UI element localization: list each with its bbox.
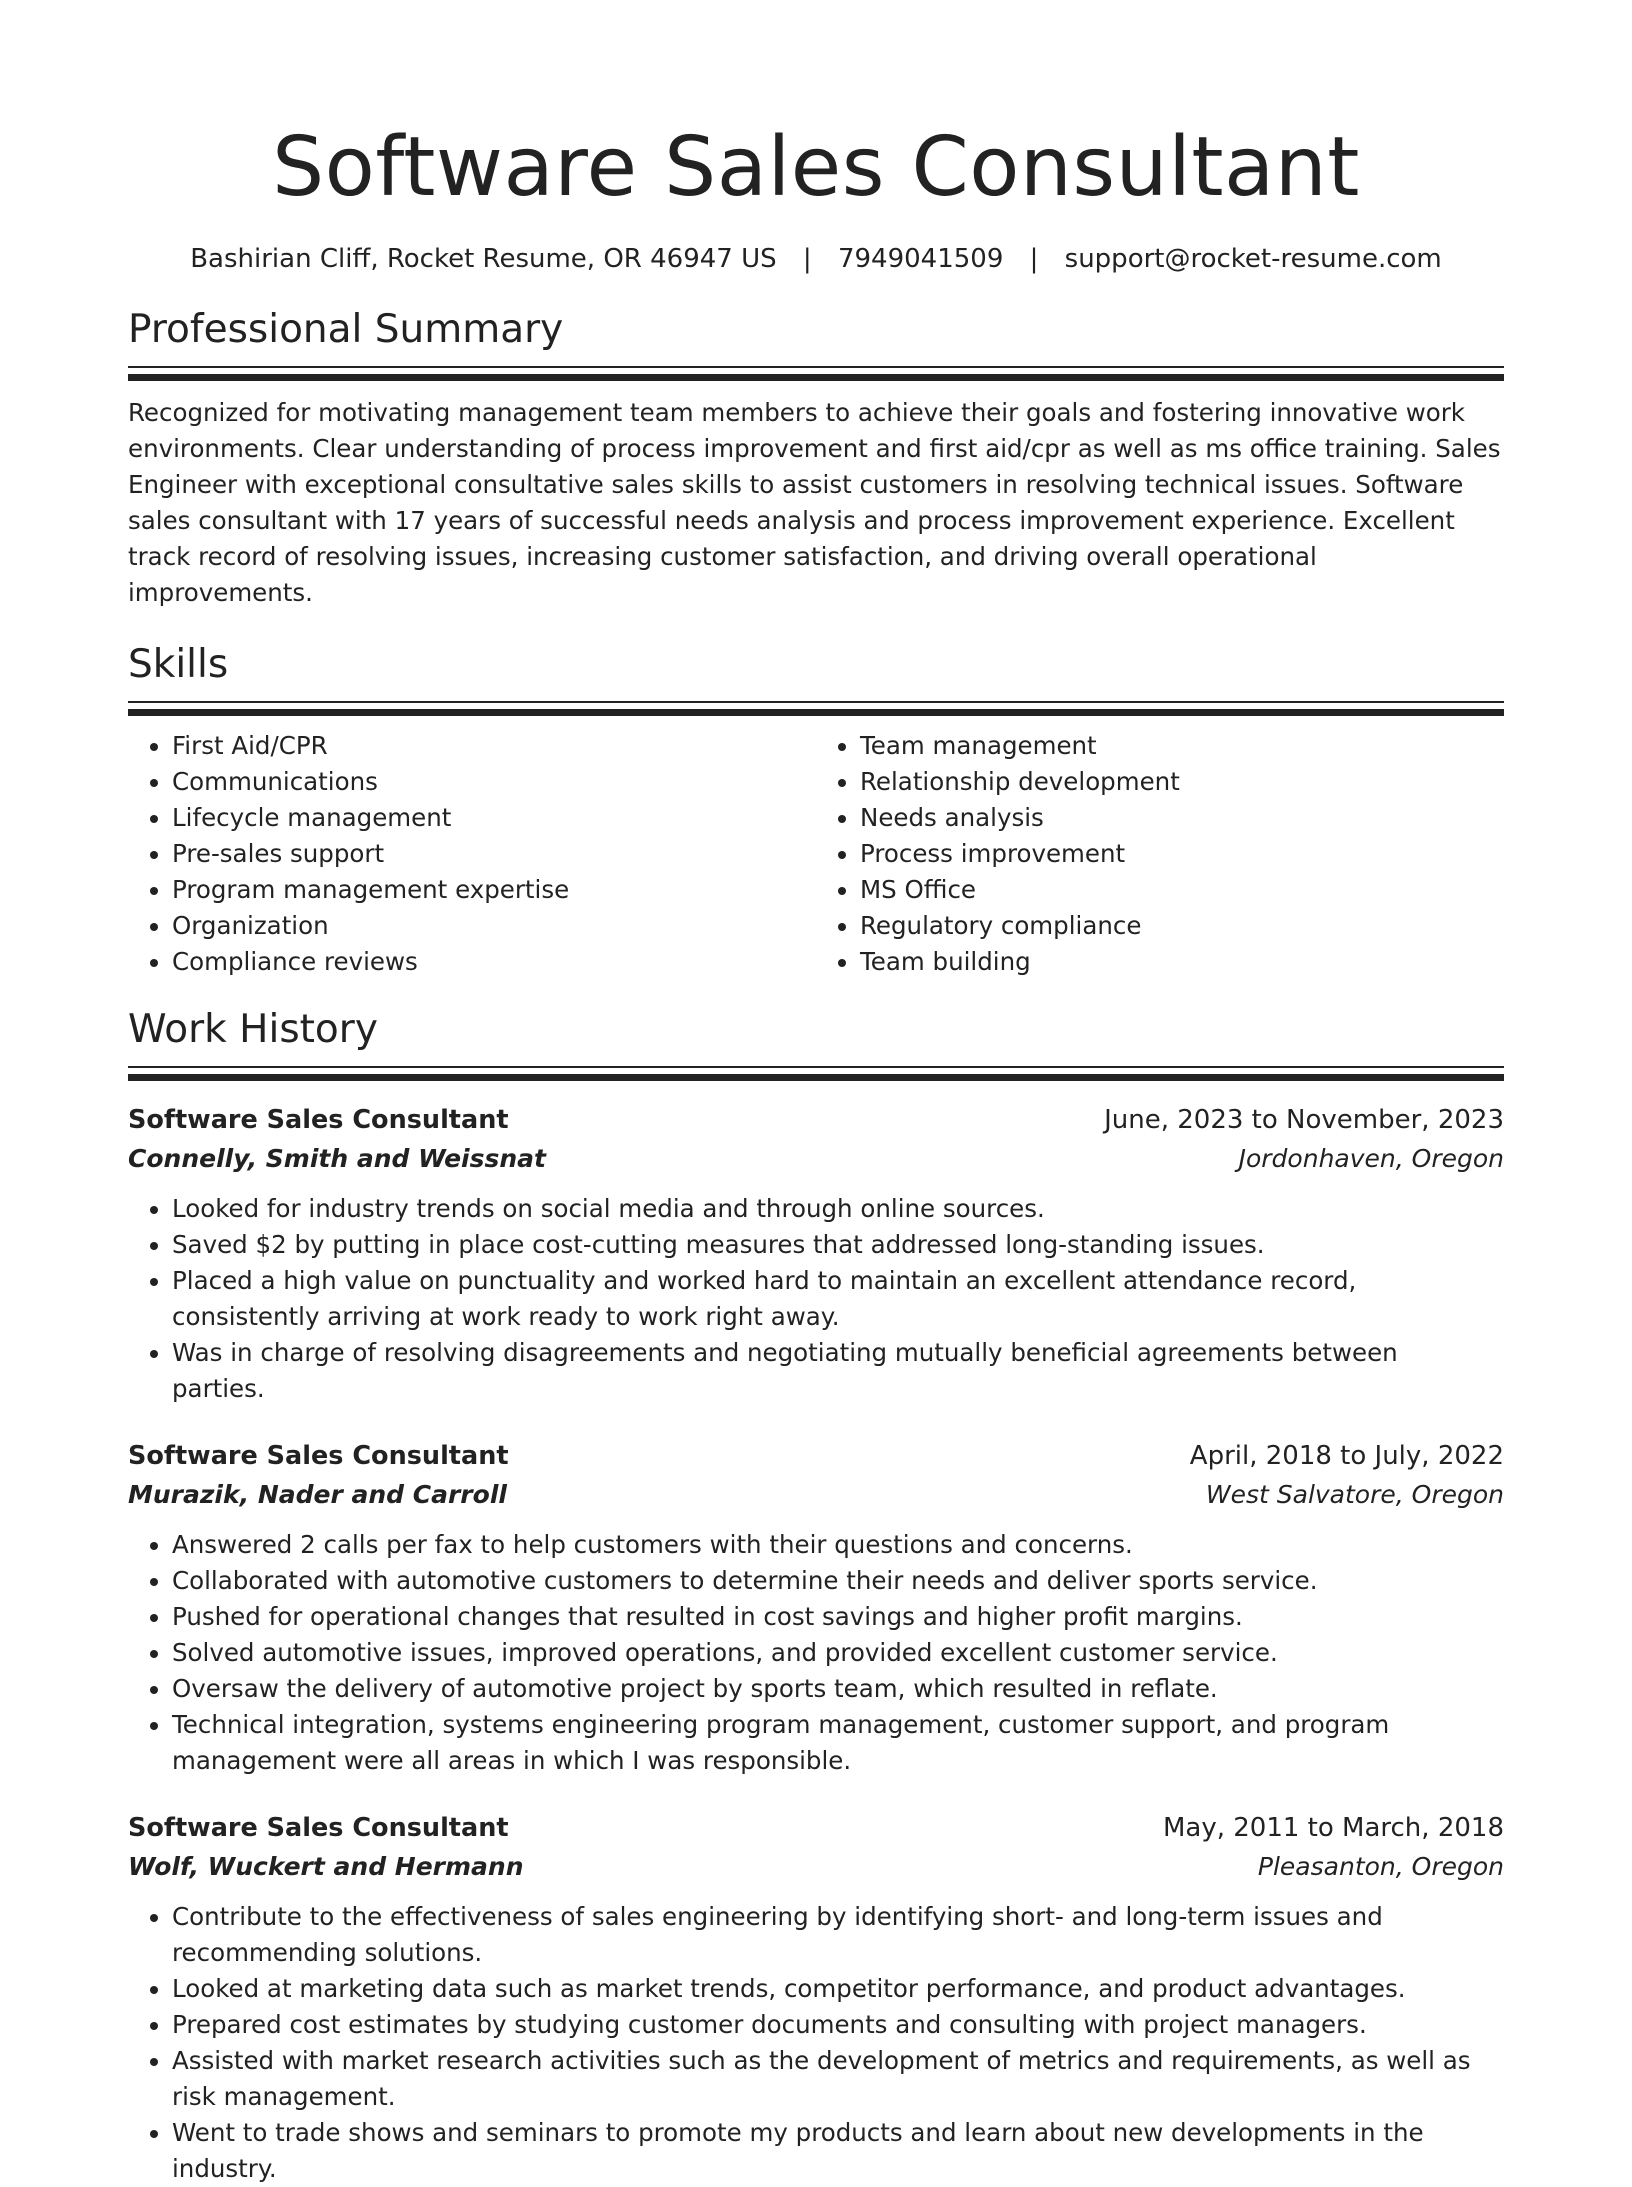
skill-item: • Pre-sales support [172, 836, 816, 872]
job-title: Software Sales Consultant [128, 1105, 509, 1135]
job-location: Jordonhaven, Oregon [1238, 1144, 1504, 1173]
skill-item: • Relationship development [860, 764, 1504, 800]
skills-list-right [816, 728, 1504, 980]
job-company-row [128, 1139, 1504, 1179]
job-bullet: • Looked for industry trends on social media and through online sources. [172, 1191, 1504, 1227]
job-title: Software Sales Consultant [128, 1813, 509, 1843]
contact-phone: 7949041509 [837, 244, 1004, 274]
job-company-row [128, 1847, 1504, 1887]
skill-item: • Team building [860, 944, 1504, 980]
section-divider [128, 1066, 1504, 1081]
job-bullet: • Assisted with market research activities such as the development of metrics and requirements, as well as risk management. [172, 2043, 1504, 2115]
job-entry [128, 1809, 1504, 2187]
job-title: Software Sales Consultant [128, 1441, 509, 1471]
contact-address: Bashirian Cliff, Rocket Resume, OR 46947 US [190, 244, 777, 274]
skill-item: • First Aid/CPR [172, 728, 816, 764]
job-bullet: • Collaborated with automotive customers to determine their needs and deliver sports service. [172, 1563, 1504, 1599]
contact-email: support@rocket-resume.com [1064, 244, 1442, 274]
job-header-row [128, 1101, 1504, 1139]
job-location: Pleasanton, Oregon [1257, 1852, 1504, 1881]
contact-line [128, 242, 1504, 276]
job-location: West Salvatore, Oregon [1205, 1480, 1504, 1509]
job-bullet: • Went to trade shows and seminars to promote my products and learn about new developments in the industry. [172, 2115, 1504, 2187]
skill-item: • Communications [172, 764, 816, 800]
skill-item: • Needs analysis [860, 800, 1504, 836]
skill-item: • Regulatory compliance [860, 908, 1504, 944]
skill-item: • Team management [860, 728, 1504, 764]
job-bullets [128, 1899, 1504, 2187]
skills-heading: Skills [128, 642, 229, 687]
job-bullet: • Solved automotive issues, improved operations, and provided excellent customer service. [172, 1635, 1504, 1671]
job-bullet: • Placed a high value on punctuality and worked hard to maintain an excellent attendance record, consistently arriving at work ready to work right away. [172, 1263, 1504, 1335]
job-entry [128, 1101, 1504, 1407]
job-bullets [128, 1191, 1504, 1407]
job-dates: May, 2011 to March, 2018 [1162, 1813, 1504, 1843]
skill-item: • Process improvement [860, 836, 1504, 872]
skills-columns [128, 728, 1504, 980]
job-company: Wolf, Wuckert and Hermann [128, 1852, 524, 1881]
skill-item: • Compliance reviews [172, 944, 816, 980]
summary-heading: Professional Summary [128, 307, 564, 352]
skill-item: • Organization [172, 908, 816, 944]
job-company-row [128, 1475, 1504, 1515]
job-company: Murazik, Nader and Carroll [128, 1480, 507, 1509]
job-entry [128, 1437, 1504, 1779]
skill-item: • Program management expertise [172, 872, 816, 908]
summary-text: Recognized for motivating management team members to achieve their goals and fostering innovative work environments. Clear understanding of process improvement and first aid/cpr as well as ms office training. Sales Engineer with exceptional consultative sales skills to assist customers in resolving technical issues. Software sales consultant with 17 years of successful needs analysis and process improvement experience. Excellent track record of resolving issues, increasing customer satisfaction, and driving overall operational improvements. [128, 398, 1501, 607]
job-header-row [128, 1437, 1504, 1475]
resume-title: Software Sales Consultant [272, 120, 1360, 215]
job-bullet: • Saved $2 by putting in place cost-cutting measures that addressed long-standing issues. [172, 1227, 1504, 1263]
job-bullets [128, 1527, 1504, 1779]
job-bullet: • Was in charge of resolving disagreements and negotiating mutually beneficial agreements between parties. [172, 1335, 1504, 1407]
job-company: Connelly, Smith and Weissnat [128, 1144, 546, 1173]
contact-separator: | [802, 244, 812, 274]
section-divider [128, 701, 1504, 716]
job-bullet: • Oversaw the delivery of automotive project by sports team, which resulted in reflate. [172, 1671, 1504, 1707]
section-divider [128, 366, 1504, 381]
job-dates: April, 2018 to July, 2022 [1189, 1441, 1504, 1471]
job-dates: June, 2023 to November, 2023 [1104, 1105, 1504, 1135]
job-bullet: • Answered 2 calls per fax to help customers with their questions and concerns. [172, 1527, 1504, 1563]
job-bullet: • Prepared cost estimates by studying customer documents and consulting with project managers. [172, 2007, 1504, 2043]
skill-item: • Lifecycle management [172, 800, 816, 836]
job-bullet: • Contribute to the effectiveness of sales engineering by identifying short- and long-term issues and recommending solutions. [172, 1899, 1504, 1971]
skills-list-left [128, 728, 816, 980]
contact-separator: | [1029, 244, 1039, 274]
skill-item: • MS Office [860, 872, 1504, 908]
job-header-row [128, 1809, 1504, 1847]
job-bullet: • Technical integration, systems engineering program management, customer support, and program management were all areas in which I was responsible. [172, 1707, 1504, 1779]
job-bullet: • Pushed for operational changes that resulted in cost savings and higher profit margins. [172, 1599, 1504, 1635]
job-bullet: • Looked at marketing data such as market trends, competitor performance, and product advantages. [172, 1971, 1504, 2007]
work-history-heading: Work History [128, 1007, 378, 1052]
